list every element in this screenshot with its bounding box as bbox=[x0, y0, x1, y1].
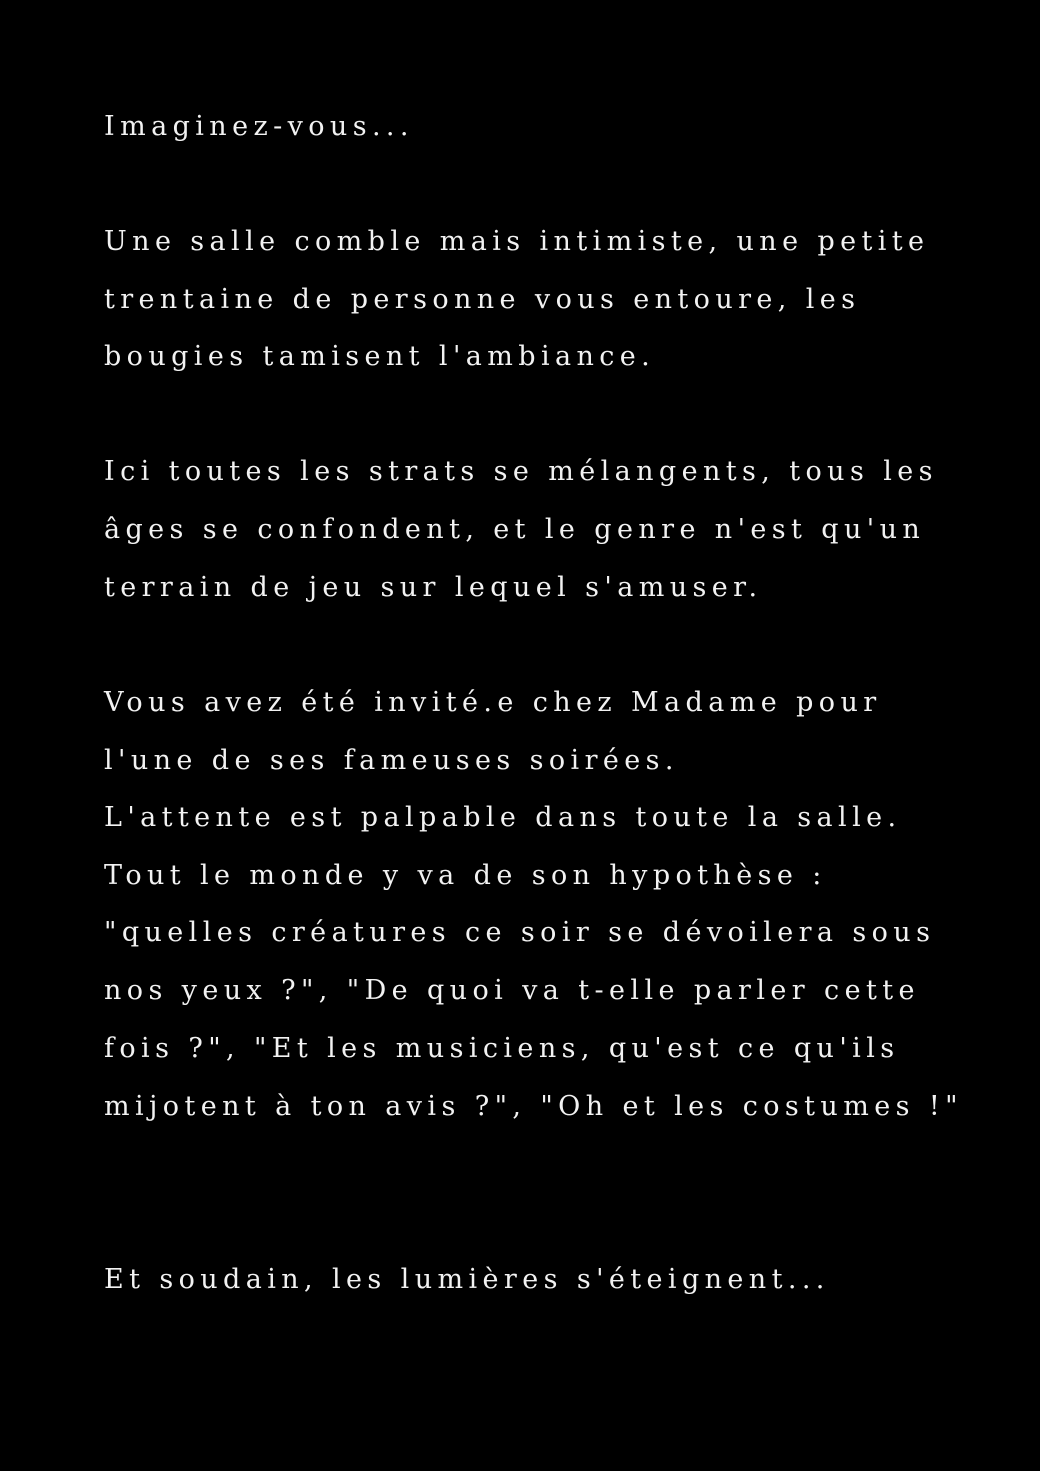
paragraph-3-line-6: nos yeux ?", "De quoi va t-elle parler cette bbox=[104, 975, 920, 1006]
paragraph-3-line-3: L'attente est palpable dans toute la salle. bbox=[104, 802, 902, 833]
paragraph-3-line-4: Tout le monde y va de son hypothèse : bbox=[104, 860, 827, 891]
paragraph-2-line-1: Ici toutes les strats se mélangents, tous les bbox=[104, 456, 938, 487]
paragraph-1-line-1: Une salle comble mais intimiste, une petite bbox=[104, 226, 930, 257]
closing-line: Et soudain, les lumières s'éteignent... bbox=[104, 1264, 830, 1295]
paragraph-3-line-2: l'une de ses fameuses soirées. bbox=[104, 745, 679, 776]
paragraph-2-line-3: terrain de jeu sur lequel s'amuser. bbox=[104, 572, 763, 603]
paragraph-1-line-3: bougies tamisent l'ambiance. bbox=[104, 341, 656, 372]
paragraph-3-line-1: Vous avez été invité.e chez Madame pour bbox=[104, 687, 882, 718]
paragraph-3-line-5: "quelles créatures ce soir se dévoilera sous bbox=[104, 917, 936, 948]
paragraph-1-line-2: trentaine de personne vous entoure, les bbox=[104, 284, 861, 315]
intro-line: Imaginez-vous... bbox=[104, 111, 414, 142]
paragraph-3-line-8: mijotent à ton avis ?", "Oh et les costumes !" bbox=[104, 1091, 963, 1122]
paragraph-3-line-7: fois ?", "Et les musiciens, qu'est ce qu'ils bbox=[104, 1033, 900, 1064]
paragraph-2-line-2: âges se confondent, et le genre n'est qu'un bbox=[104, 514, 926, 545]
